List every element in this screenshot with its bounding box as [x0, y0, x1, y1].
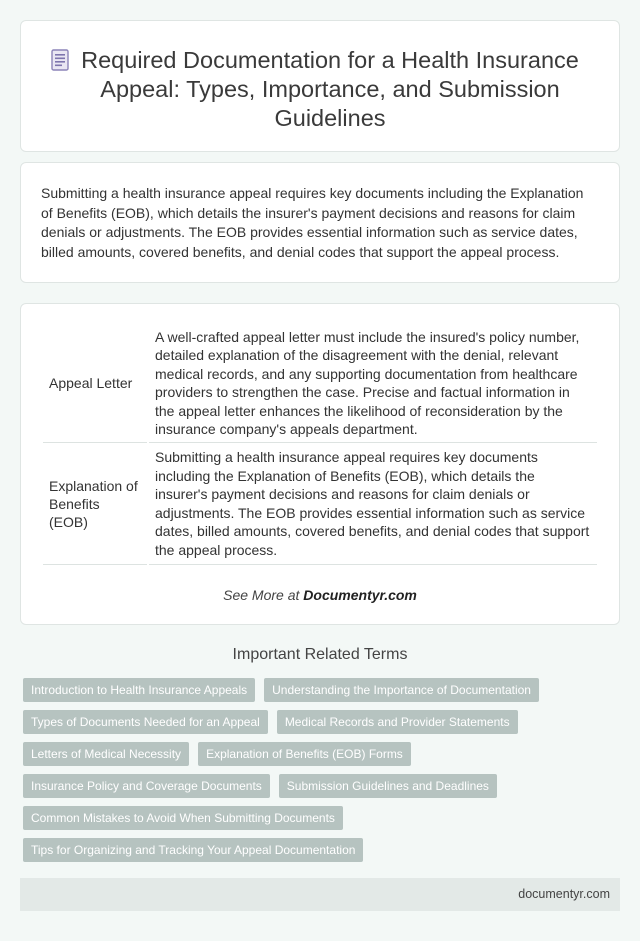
related-tag[interactable]: Letters of Medical Necessity — [23, 742, 189, 766]
related-tag[interactable]: Understanding the Importance of Documentation — [264, 678, 539, 702]
related-tag[interactable]: Introduction to Health Insurance Appeals — [23, 678, 255, 702]
footer — [20, 878, 620, 911]
see-more-link[interactable]: Documentyr.com — [303, 587, 417, 603]
table-description: Submitting a health insurance appeal requires key documents including the Explanation of Benefits (EOB), which details the insurer's payment decisions and reasons for claim denials or adjustments. The EOB provides essential information such as service dates, billed amounts, covered benefits, and denial codes that support the appeal process. — [149, 443, 597, 565]
see-more-line — [21, 587, 619, 603]
related-tag[interactable]: Submission Guidelines and Deadlines — [279, 774, 497, 798]
table-row — [43, 443, 597, 565]
intro-paragraph: Submitting a health insurance appeal requires key documents including the Explanation of Benefits (EOB), which details the insurer's payment decisions and reasons for claim denials or adjustments. The EOB provides essential information such as service dates, billed amounts, covered benefits, and denial codes that support the appeal process. — [41, 185, 584, 260]
related-tag[interactable]: Explanation of Benefits (EOB) Forms — [198, 742, 411, 766]
documents-table-card — [20, 303, 620, 625]
title-card — [20, 20, 620, 152]
related-tag[interactable]: Common Mistakes to Avoid When Submitting Documents — [23, 806, 343, 830]
page-title: Required Documentation for a Health Insurance Appeal: Types, Importance, and Submission Guidelines — [81, 47, 579, 131]
documents-table — [41, 324, 599, 565]
intro-card — [20, 162, 620, 283]
see-more-prefix: See More at — [223, 587, 304, 603]
related-tag[interactable]: Tips for Organizing and Tracking Your Appeal Documentation — [23, 838, 363, 862]
related-tag[interactable]: Medical Records and Provider Statements — [277, 710, 518, 734]
table-term: Appeal Letter — [43, 324, 147, 443]
related-terms-title: Important Related Terms — [232, 646, 408, 663]
footer-site-link[interactable]: documentyr.com — [518, 887, 610, 901]
table-description: A well-crafted appeal letter must include the insured's policy number, detailed explanation of the disagreement with the denial, relevant medical records, and any supporting documentation from healthcare providers to strengthen the case. Precise and factual information in the appeal letter enhances the likelihood of reconsideration by the insurance company's appeals department. — [149, 324, 597, 443]
table-term: Explanation of Benefits (EOB) — [43, 443, 147, 565]
related-tag[interactable]: Insurance Policy and Coverage Documents — [23, 774, 270, 798]
table-row — [43, 324, 597, 443]
related-tag[interactable]: Types of Documents Needed for an Appeal — [23, 710, 268, 734]
related-tags — [23, 678, 623, 870]
